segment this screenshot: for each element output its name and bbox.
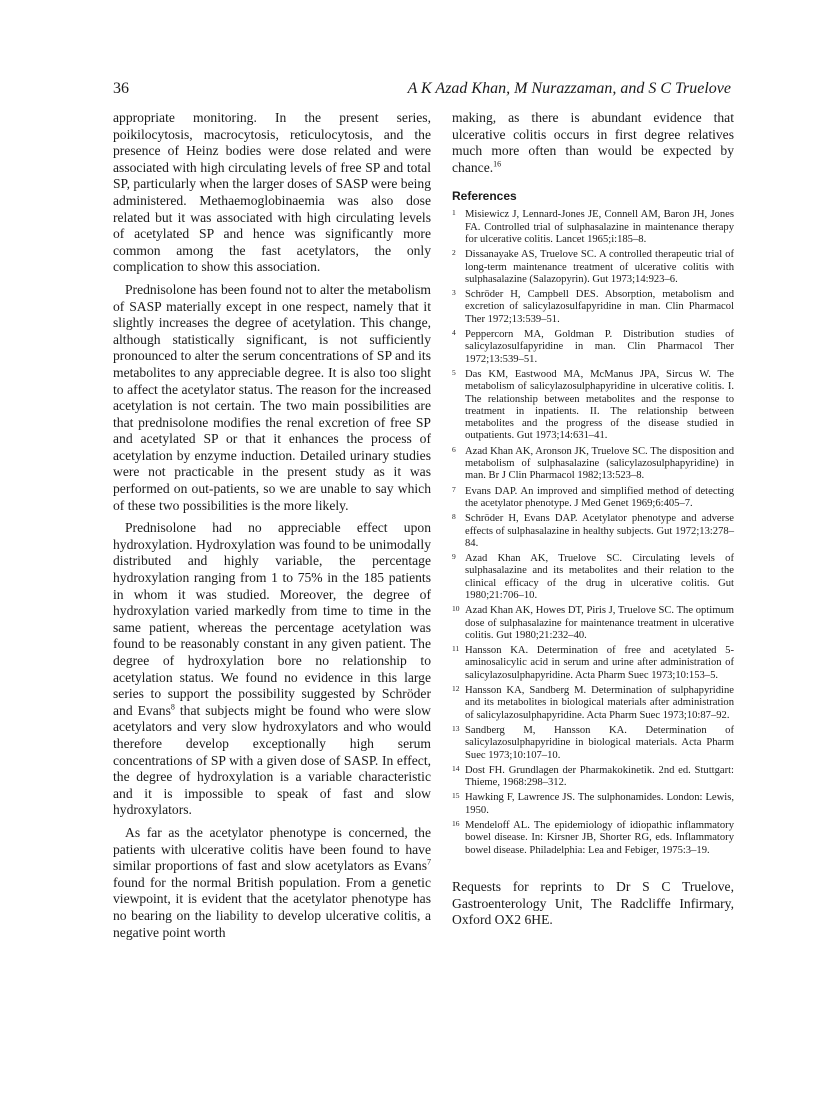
reference-text: Hansson KA, Sandberg M. Determination of sulphapyridine and its metabolites in biological materials after administration of salicylazosulphapyridine. Acta Pharm Suec 1973;10:87–92. (465, 685, 734, 721)
reference-number: 6 (452, 444, 456, 454)
reference-item (452, 725, 734, 762)
reference-number: 3 (452, 288, 456, 298)
reference-item (452, 446, 734, 483)
reference-item (452, 486, 734, 511)
reference-text: Hansson KA. Determination of free and acetylated 5-aminosalicylic acid in serum and urine after administration of salicylazosulphapyridine. Acta Pharm Suec 1973;10:153–5. (465, 645, 734, 681)
reference-item (452, 553, 734, 602)
reference-number: 7 (452, 484, 456, 494)
reference-text: Dost FH. Grundlagen der Pharmakokinetik. 2nd ed. Stuttgart: Thieme, 1968:298–312. (465, 764, 734, 789)
reference-text: Sandberg M, Hansson KA. Determination of salicylazosulphapyridine in biological materials. Acta Pharm Suec 1973;10:107–10. (465, 724, 734, 761)
reference-text: Hawking F, Lawrence JS. The sulphonamides. London: Lewis, 1950. (465, 792, 734, 816)
reference-item (452, 289, 734, 326)
reference-number: 1 (452, 208, 456, 218)
reference-item (452, 685, 734, 722)
reference-item (452, 605, 734, 642)
reference-number: 8 (452, 512, 456, 522)
paragraph-4-text-a: As far as the acetylator phenotype is concerned, the patients with ulcerative colitis have been found to have similar proportions of fast and slow acetylators as Evans (113, 824, 431, 874)
reference-number: 16 (452, 819, 460, 829)
reference-text: Evans DAP. An improved and simplified method of detecting the acetylator phenotype. J Med Genet 1969;6:405–7. (465, 485, 734, 509)
reference-number: 13 (452, 723, 460, 733)
reference-text: Dissanayake AS, Truelove SC. A controlled therapeutic trial of long-term maintenance treatment of ulcerative colitis with sulphasalazine (Salazopyrin). Gut 1973;14:923–6. (465, 249, 734, 285)
reference-item (452, 513, 734, 550)
reference-text: Schröder H, Campbell DES. Absorption, metabolism and excretion of salicylazosulfapyridine in man. Clin Pharmacol Ther 1972;13:539–51. (465, 289, 734, 325)
paragraph-3-text-a: Prednisolone had no appreciable effect upon hydroxylation. Hydroxylation was found to be unimodally distributed and highly variable, the percentage hydroxylation ranging from 1 to 75% in the 185 patients in whom it was studied. Moreover, the degree of hydroxylation varied markedly from time to time in the same patient, whereas the percentage acetylation was found to be reasonably constant in any given patient. The degree of hydroxylation bore no relationship to acetylation status. We found no evidence in this large series to support the possibility suggested by Schröder and Evans (113, 520, 431, 718)
reference-text: Azad Khan AK, Howes DT, Piris J, Truelove SC. The optimum dose of sulphasalazine for maintenance treatment in ulcerative colitis. Gut 1980;21:232–40. (465, 605, 734, 641)
reference-text: Mendeloff AL. The epidemiology of idiopathic inflammatory bowel disease. In: Kirsner JB, Shorter RG, eds. Inflammatory bowel disease. Philadelphia: Lea and Febiger, 1975:3–19. (465, 820, 734, 856)
reference-number: 14 (452, 763, 460, 773)
paragraph-4-text-b: found for the normal British population. From a genetic viewpoint, it is evident that the acetylator phenotype has no bearing on the liability to develop ulcerative colitis, a negative point worth (113, 874, 431, 940)
citation-superscript: 16 (493, 159, 502, 169)
reference-item (452, 765, 734, 790)
reference-item (452, 645, 734, 682)
left-column (113, 110, 431, 941)
references-heading: References (452, 189, 517, 204)
citation-superscript: 8 (170, 702, 175, 712)
body-paragraph-1: appropriate monitoring. In the present series, poikilocytosis, macrocytosis, reticulocytosis, and the presence of Heinz bodies were dose related and were associated with high circulating levels of free SP and total SP, particularly when the larger doses of SASP were being administered. Methaemoglobinaemia was also dose related but it was associated with high circulating levels of acetylated SP and hence was significantly more common among the fast acetylators, the only complication to show this association. (113, 110, 431, 275)
reference-text: Azad Khan AK, Aronson JK, Truelove SC. The disposition and metabolism of sulphasalazine (salicylazosulphapyridine) in man. Br J Clin Pharmacol 1982;13:523–8. (465, 445, 734, 482)
paragraph-3-text-b: that subjects might be found who were slow acetylators and very slow hydroxylators and who would therefore develop exceptionally high serum concentrations of SP with a given dose of SASP. In effect, the degree of hydroxylation is a variable characteristic and it is impossible to speak of fast and slow hydroxylators. (113, 702, 431, 818)
reference-number: 15 (452, 791, 460, 801)
reference-number: 5 (452, 367, 456, 377)
reference-item (452, 329, 734, 366)
body-paragraph-3 (113, 520, 431, 819)
reference-text: Peppercorn MA, Goldman P. Distribution studies of salicylazosulfapyridine in man. Clin Pharmacol Ther 1972;13:539–51. (465, 329, 734, 365)
reference-number: 10 (452, 604, 460, 614)
page-number: 36 (113, 80, 129, 97)
reference-list (452, 209, 734, 857)
reference-item (452, 369, 734, 443)
body-paragraph-4 (113, 825, 431, 941)
continuation-paragraph (452, 110, 734, 176)
citation-superscript: 7 (427, 857, 431, 867)
body-paragraph-2: Prednisolone has been found not to alter the metabolism of SASP materially except in one respect, namely that it slightly increases the degree of acetylation. This change, although statistically significant, is not sufficiently pronounced to alter the serum concentrations of SP and its metabolites to any appreciable degree. It is also too slight to affect the acetylator status. The reason for the increased acetylation is not certain. The two main possibilities are that prednisolone modifies the renal excretion of free SP and acetylated SP or that it enhances the process of acetylation by enzyme induction. Detailed urinary studies were not practicable in the present study as it was performed on out-patients, so we are unable to say which of these two possibilities is the more likely. (113, 281, 431, 513)
reference-text: Schröder H, Evans DAP. Acetylator phenotype and adverse effects of sulphasalazine in healthy subjects. Gut 1972;13:278–84. (465, 513, 734, 549)
reference-number: 11 (452, 644, 460, 654)
reference-number: 2 (452, 248, 456, 258)
reprint-request: Requests for reprints to Dr S C Truelove, Gastroenterology Unit, The Radcliffe Infirmary, Oxford OX2 6HE. (452, 878, 734, 928)
reference-number: 12 (452, 684, 460, 694)
reference-text: Das KM, Eastwood MA, McManus JPA, Sircus W. The metabolism of salicylazosulphapyridine in ulcerative colitis. I. The relationship between metabolites and the response to treatment in inpatients. II. The relationship between metabolites and the progress of the disease studied in outpatients. Gut 1973;14:631–41. (465, 368, 734, 442)
reference-item (452, 249, 734, 286)
reference-item (452, 820, 734, 857)
reference-item (452, 209, 734, 246)
right-column (452, 110, 734, 942)
reference-item (452, 792, 734, 817)
continuation-text: making, as there is abundant evidence that ulcerative colitis occurs in first degree relatives much more often than would be expected by chance. (452, 110, 734, 175)
reference-text: Azad Khan AK, Truelove SC. Circulating levels of sulphasalazine and its metabolites and their relation to the clinical efficacy of the drug in ulcerative colitis. Gut 1980;21:706–10. (465, 553, 734, 601)
reference-text: Misiewicz J, Lennard-Jones JE, Connell AM, Baron JH, Jones FA. Controlled trial of sulphasalazine in maintenance therapy for ulcerative colitis. Lancet 1965;i:185–8. (465, 209, 734, 245)
reference-number: 4 (452, 328, 456, 338)
running-head-authors: A K Azad Khan, M Nurazzaman, and S C Truelove (407, 80, 731, 97)
reference-number: 9 (452, 552, 456, 562)
